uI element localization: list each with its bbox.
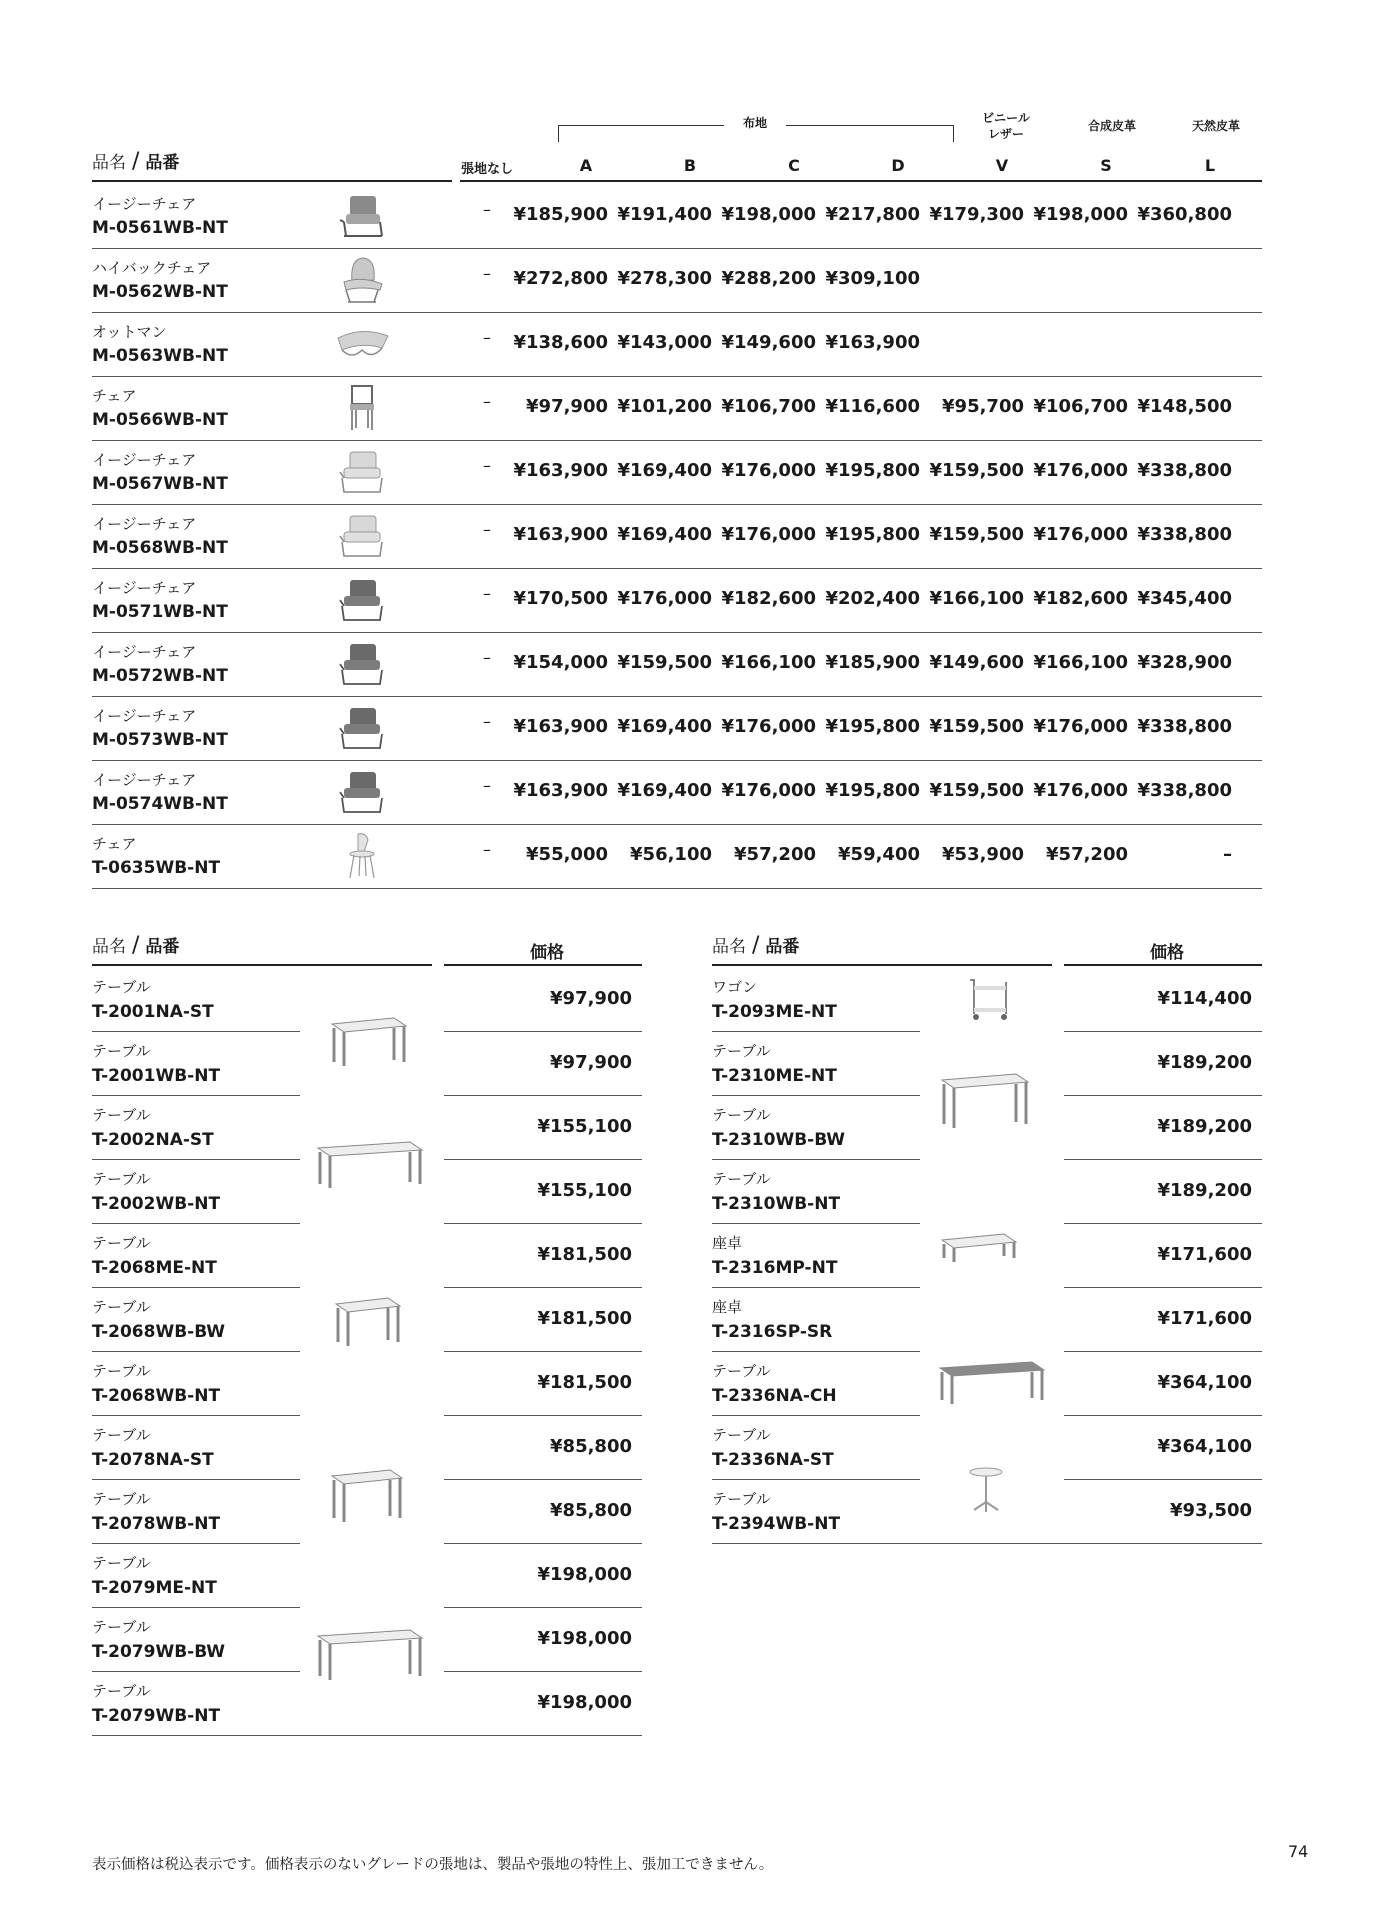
col-a: A: [579, 156, 593, 175]
product-name: テーブル: [92, 978, 151, 996]
product-code: M-0573WB-NT: [92, 730, 228, 750]
price-cell-a: ¥163,900: [513, 524, 608, 545]
no-upholstery-value: –: [483, 264, 491, 283]
row-rule-price: [1064, 1543, 1262, 1544]
price-cell-b: ¥56,100: [630, 844, 712, 865]
price-cell-l: ¥338,800: [1137, 716, 1232, 737]
product-code: M-0574WB-NT: [92, 794, 228, 814]
easy-chair-dark-icon: [332, 768, 392, 816]
col-no-upholstery: 張地なし: [460, 162, 513, 177]
easy-chair-icon: [332, 512, 392, 560]
price-cell-a: ¥185,900: [513, 204, 608, 225]
product-name: テーブル: [712, 1106, 771, 1124]
product-name: イージーチェア: [92, 579, 197, 597]
product-name: テーブル: [92, 1618, 151, 1636]
product-code: T-2001WB-NT: [92, 1066, 221, 1086]
no-upholstery-value: –: [483, 200, 491, 219]
price-value: ¥85,800: [550, 1500, 632, 1521]
product-code: T-2316MP-NT: [712, 1258, 838, 1278]
price-value: ¥198,000: [537, 1628, 632, 1649]
ottoman-icon: [332, 320, 392, 368]
low-table-icon: [938, 1232, 1018, 1266]
product-code: T-2068ME-NT: [92, 1258, 217, 1278]
product-name: テーブル: [712, 1042, 771, 1060]
no-upholstery-value: –: [483, 840, 491, 859]
product-code: M-0571WB-NT: [92, 602, 228, 622]
row-rule-price: [444, 1735, 642, 1736]
col-b: B: [683, 156, 697, 175]
price-cell-c: ¥176,000: [721, 460, 816, 481]
product-code: T-2336NA-CH: [712, 1386, 837, 1406]
price-cell-d: ¥163,900: [825, 332, 920, 353]
product-code: T-2002WB-NT: [92, 1194, 221, 1214]
price-cell-b: ¥191,400: [617, 204, 712, 225]
price-cell-v: ¥95,700: [942, 396, 1024, 417]
price-cell-d: ¥309,100: [825, 268, 920, 289]
price-cell-a: ¥55,000: [526, 844, 608, 865]
table-row: [92, 824, 1262, 889]
price-cell-s: ¥198,000: [1033, 204, 1128, 225]
dark-table-icon: [936, 1360, 1046, 1408]
side-chair-icon: [332, 832, 392, 880]
product-code: M-0567WB-NT: [92, 474, 228, 494]
price-cell-v: ¥159,500: [929, 716, 1024, 737]
price-cell-a: ¥170,500: [513, 588, 608, 609]
product-name: ワゴン: [712, 978, 758, 996]
title-separator: /: [132, 149, 140, 174]
vinyl-line2: レザー: [987, 127, 1024, 141]
price-cell-v: ¥179,300: [929, 204, 1024, 225]
price-cell-a: ¥97,900: [526, 396, 608, 417]
price-cell-v: ¥53,900: [942, 844, 1024, 865]
product-name: イージーチェア: [92, 771, 197, 789]
table-row: [92, 1224, 642, 1288]
price-cell-v: ¥159,500: [929, 780, 1024, 801]
product-name: テーブル: [712, 1426, 771, 1444]
price-cell-b: ¥169,400: [617, 524, 712, 545]
easy-chair-dark-icon: [332, 640, 392, 688]
product-name: テーブル: [92, 1682, 151, 1700]
genuine-leather-group-label: 天然皮革: [1191, 119, 1240, 133]
no-upholstery-value: –: [483, 328, 491, 347]
highback-chair-icon: [332, 256, 392, 304]
col-c: C: [788, 156, 800, 175]
col-v: V: [995, 156, 1009, 175]
wagon-icon: [960, 974, 1020, 1026]
product-name: テーブル: [92, 1362, 151, 1380]
product-code: T-2002NA-ST: [92, 1130, 214, 1150]
price-cell-d: ¥195,800: [825, 716, 920, 737]
product-code: T-2310WB-NT: [712, 1194, 841, 1214]
product-code: T-2310WB-BW: [712, 1130, 846, 1150]
price-cell-a: ¥163,900: [513, 716, 608, 737]
header-rule-left: [92, 180, 452, 182]
product-code: T-2068WB-BW: [92, 1322, 226, 1342]
table-icon: [938, 1072, 1030, 1132]
title-name-label: 品名: [92, 153, 126, 173]
price-value: ¥364,100: [1157, 1436, 1252, 1457]
price-header: 価格: [1150, 943, 1184, 963]
price-cell-b: ¥176,000: [617, 588, 712, 609]
price-value: ¥171,600: [1157, 1308, 1252, 1329]
col-s: S: [1100, 156, 1112, 175]
title-separator: /: [132, 933, 140, 958]
easy-chair-dark-icon: [332, 576, 392, 624]
price-value: ¥189,200: [1157, 1180, 1252, 1201]
product-code: M-0568WB-NT: [92, 538, 228, 558]
product-name: テーブル: [92, 1170, 151, 1188]
price-value: ¥198,000: [537, 1564, 632, 1585]
product-name: テーブル: [92, 1234, 151, 1252]
product-code: M-0566WB-NT: [92, 410, 228, 430]
product-name: テーブル: [712, 1170, 771, 1188]
no-upholstery-value: –: [483, 520, 491, 539]
product-code: T-2310ME-NT: [712, 1066, 837, 1086]
title-name-label: 品名: [712, 937, 746, 957]
product-name: テーブル: [92, 1490, 151, 1508]
title-name-label: 品名: [92, 937, 126, 957]
product-code: T-2079ME-NT: [92, 1578, 217, 1598]
price-cell-a: ¥154,000: [513, 652, 608, 673]
price-cell-d: ¥217,800: [825, 204, 920, 225]
header-rule-right: [444, 964, 642, 966]
product-code: T-2093ME-NT: [712, 1002, 837, 1022]
price-cell-l: ¥338,800: [1137, 780, 1232, 801]
price-value: ¥97,900: [550, 988, 632, 1009]
price-cell-v: ¥159,500: [929, 460, 1024, 481]
product-code: T-2001NA-ST: [92, 1002, 214, 1022]
price-cell-v: ¥159,500: [929, 524, 1024, 545]
pedestal-table-icon: [956, 1466, 1016, 1518]
col-l: L: [1204, 156, 1216, 175]
product-name: イージーチェア: [92, 451, 197, 469]
product-name: 座卓: [712, 1298, 743, 1316]
price-cell-d: ¥59,400: [838, 844, 920, 865]
product-name: テーブル: [712, 1362, 771, 1380]
product-name: チェア: [92, 387, 137, 405]
product-code: T-2068WB-NT: [92, 1386, 221, 1406]
product-code: T-2078NA-ST: [92, 1450, 214, 1470]
price-cell-c: ¥166,100: [721, 652, 816, 673]
price-cell-b: ¥143,000: [617, 332, 712, 353]
table-icon: [328, 1016, 408, 1070]
title-code-label: 品番: [145, 153, 180, 173]
price-cell-d: ¥185,900: [825, 652, 920, 673]
synthetic-leather-group-label: 合成皮革: [1087, 119, 1136, 133]
left-table-title: [92, 932, 179, 958]
no-upholstery-value: –: [483, 456, 491, 475]
price-value: ¥155,100: [537, 1116, 632, 1137]
chair-icon: [332, 384, 392, 432]
top-table-title: [92, 148, 179, 174]
price-cell-d: ¥116,600: [825, 396, 920, 417]
price-cell-l: ¥338,800: [1137, 460, 1232, 481]
price-header: 価格: [530, 943, 564, 963]
product-name: ハイバックチェア: [92, 259, 212, 277]
price-cell-l: –: [1223, 844, 1232, 865]
title-separator: /: [752, 933, 760, 958]
table-row: [92, 184, 1262, 249]
price-cell-s: ¥176,000: [1033, 716, 1128, 737]
long-table-icon: [314, 1628, 424, 1684]
footer-note: 表示価格は税込表示です。価格表示のないグレードの張地は、製品や張地の特性上、張加工できません。: [92, 1857, 774, 1873]
price-cell-c: ¥176,000: [721, 716, 816, 737]
price-cell-c: ¥106,700: [721, 396, 816, 417]
price-value: ¥189,200: [1157, 1116, 1252, 1137]
table-row: [92, 312, 1262, 377]
price-cell-c: ¥57,200: [734, 844, 816, 865]
lounge-chair-icon: [332, 192, 392, 240]
price-cell-l: ¥328,900: [1137, 652, 1232, 673]
table-row: [92, 760, 1262, 825]
price-cell-d: ¥195,800: [825, 524, 920, 545]
price-value: ¥181,500: [537, 1244, 632, 1265]
page-number: 74: [1288, 1842, 1309, 1861]
price-cell-d: ¥195,800: [825, 780, 920, 801]
price-cell-d: ¥202,400: [825, 588, 920, 609]
table-row: [92, 1544, 642, 1608]
easy-chair-icon: [332, 448, 392, 496]
product-name: テーブル: [92, 1298, 151, 1316]
table-row: [92, 440, 1262, 505]
price-cell-l: ¥148,500: [1137, 396, 1232, 417]
price-value: ¥364,100: [1157, 1372, 1252, 1393]
product-code: T-2316SP-SR: [712, 1322, 833, 1342]
price-cell-c: ¥176,000: [721, 780, 816, 801]
header-rule-right: [460, 180, 1262, 182]
price-value: ¥171,600: [1157, 1244, 1252, 1265]
product-name: オットマン: [92, 323, 167, 341]
price-cell-d: ¥195,800: [825, 460, 920, 481]
product-code: T-2078WB-NT: [92, 1514, 221, 1534]
product-name: チェア: [92, 835, 137, 853]
price-cell-l: ¥338,800: [1137, 524, 1232, 545]
price-cell-c: ¥149,600: [721, 332, 816, 353]
table-icon: [328, 1468, 404, 1526]
price-value: ¥97,900: [550, 1052, 632, 1073]
price-cell-s: ¥57,200: [1046, 844, 1128, 865]
price-value: ¥85,800: [550, 1436, 632, 1457]
price-cell-b: ¥169,400: [617, 460, 712, 481]
fabric-group-label: 布地: [724, 114, 786, 131]
product-code: M-0563WB-NT: [92, 346, 228, 366]
price-cell-s: ¥182,600: [1033, 588, 1128, 609]
right-table-title: [712, 932, 799, 958]
table-row: [92, 632, 1262, 697]
price-cell-a: ¥272,800: [513, 268, 608, 289]
table-price-list-right: [712, 932, 1262, 1532]
product-name: イージーチェア: [92, 643, 197, 661]
header-rule-right: [1064, 964, 1262, 966]
product-name: イージーチェア: [92, 195, 197, 213]
price-cell-s: ¥176,000: [1033, 460, 1128, 481]
header-rule-left: [92, 964, 432, 966]
product-name: テーブル: [92, 1106, 151, 1124]
price-cell-b: ¥159,500: [617, 652, 712, 673]
price-value: ¥181,500: [537, 1372, 632, 1393]
price-cell-b: ¥101,200: [617, 396, 712, 417]
product-code: M-0562WB-NT: [92, 282, 228, 302]
price-cell-s: ¥106,700: [1033, 396, 1128, 417]
price-cell-c: ¥198,000: [721, 204, 816, 225]
product-name: テーブル: [92, 1554, 151, 1572]
upholstery-price-table: [92, 100, 1262, 900]
product-code: T-2079WB-NT: [92, 1706, 221, 1726]
price-cell-c: ¥176,000: [721, 524, 816, 545]
long-table-icon: [314, 1140, 424, 1192]
price-value: ¥189,200: [1157, 1052, 1252, 1073]
table-row: [92, 504, 1262, 569]
table-icon: [332, 1296, 402, 1350]
no-upholstery-value: –: [483, 712, 491, 731]
price-value: ¥114,400: [1157, 988, 1252, 1009]
product-code: T-2336NA-ST: [712, 1450, 834, 1470]
header-rule-left: [712, 964, 1052, 966]
table-row: [712, 1288, 1262, 1352]
price-cell-v: ¥166,100: [929, 588, 1024, 609]
product-name: テーブル: [92, 1042, 151, 1060]
table-row: [92, 376, 1262, 441]
product-name: テーブル: [712, 1490, 771, 1508]
price-cell-l: ¥345,400: [1137, 588, 1232, 609]
no-upholstery-value: –: [483, 584, 491, 603]
product-code: T-0635WB-NT: [92, 858, 221, 878]
price-value: ¥155,100: [537, 1180, 632, 1201]
price-cell-b: ¥278,300: [617, 268, 712, 289]
table-row: [92, 696, 1262, 761]
price-cell-b: ¥169,400: [617, 780, 712, 801]
no-upholstery-value: –: [483, 776, 491, 795]
price-cell-a: ¥138,600: [513, 332, 608, 353]
col-d: D: [891, 156, 905, 175]
product-name: 座卓: [712, 1234, 743, 1252]
no-upholstery-value: –: [483, 648, 491, 667]
price-cell-s: ¥176,000: [1033, 524, 1128, 545]
product-code: T-2394WB-NT: [712, 1514, 841, 1534]
price-cell-a: ¥163,900: [513, 460, 608, 481]
price-cell-a: ¥163,900: [513, 780, 608, 801]
product-code: M-0561WB-NT: [92, 218, 228, 238]
product-code: M-0572WB-NT: [92, 666, 228, 686]
product-name: イージーチェア: [92, 515, 197, 533]
table-row: [92, 568, 1262, 633]
title-code-label: 品番: [765, 937, 800, 957]
vinyl-leather-group-label: [958, 110, 1054, 142]
no-upholstery-value: –: [483, 392, 491, 411]
easy-chair-dark-icon: [332, 704, 392, 752]
price-value: ¥181,500: [537, 1308, 632, 1329]
price-cell-b: ¥169,400: [617, 716, 712, 737]
table-price-list-left: [92, 932, 642, 1732]
table-row: [92, 248, 1262, 313]
product-name: テーブル: [92, 1426, 151, 1444]
price-cell-c: ¥288,200: [721, 268, 816, 289]
table-row: [92, 1352, 642, 1416]
title-code-label: 品番: [145, 937, 180, 957]
price-cell-v: ¥149,600: [929, 652, 1024, 673]
price-cell-l: ¥360,800: [1137, 204, 1232, 225]
price-value: ¥93,500: [1170, 1500, 1252, 1521]
product-code: T-2079WB-BW: [92, 1642, 226, 1662]
price-cell-s: ¥166,100: [1033, 652, 1128, 673]
price-cell-s: ¥176,000: [1033, 780, 1128, 801]
product-name: イージーチェア: [92, 707, 197, 725]
vinyl-line1: ビニール: [982, 111, 1030, 125]
table-row: [712, 1160, 1262, 1224]
price-value: ¥198,000: [537, 1692, 632, 1713]
price-cell-c: ¥182,600: [721, 588, 816, 609]
